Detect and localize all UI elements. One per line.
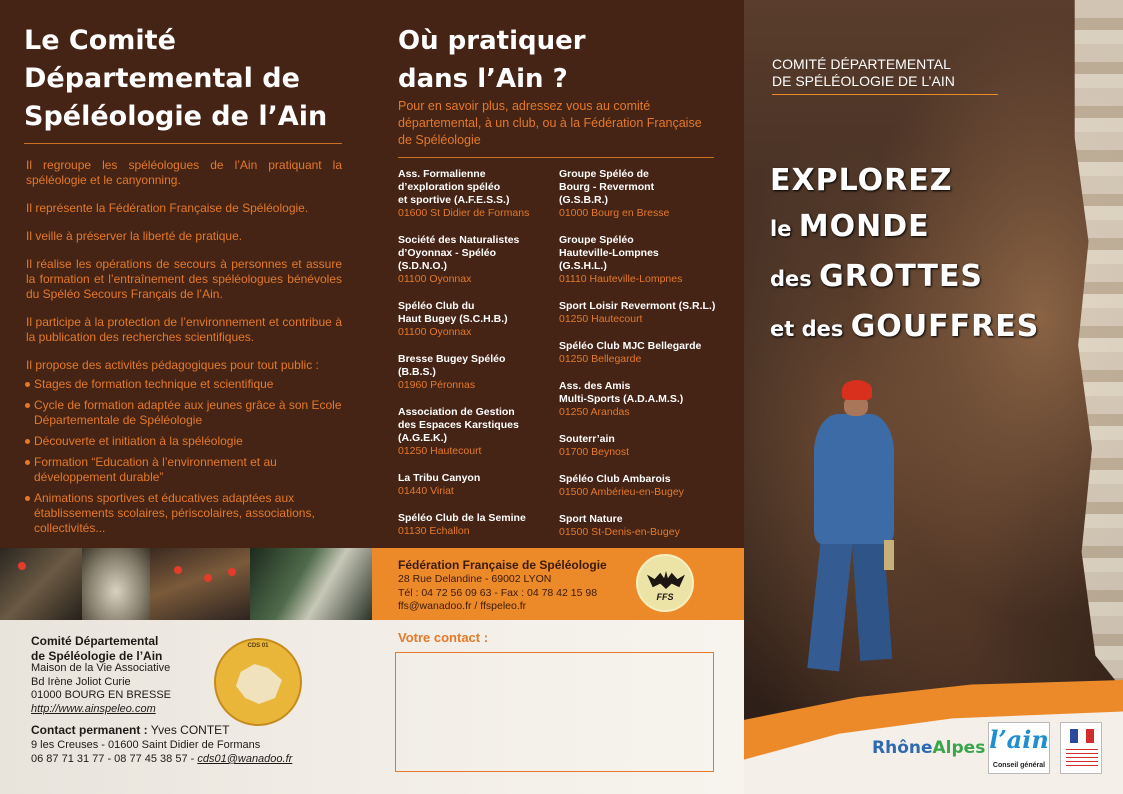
club-city: 01100 Oyonnax — [398, 326, 472, 338]
paragraph: Il participe à la protection de l’environnement et contribue à la publication des recherches scientifiques. — [26, 315, 342, 344]
middle-panel — [372, 0, 744, 548]
address-line: Maison de la Vie Associative — [31, 662, 171, 674]
club-city: 01110 Hauteville-Lompnes — [559, 273, 683, 285]
contact-phones: 06 87 71 31 77 - 08 77 45 38 57 - — [31, 753, 198, 765]
club-city: 01250 Bellegarde — [559, 353, 642, 365]
club-entry — [398, 472, 558, 498]
ain-logo-text: l’ain — [989, 725, 1049, 754]
club-city: 01100 Oyonnax — [398, 273, 472, 285]
middle-title-line2: dans l’Ain ? — [398, 64, 568, 94]
photo-strip — [0, 548, 372, 620]
club-entry — [398, 168, 558, 220]
club-name: Association de Gestion des Espaces Karstiques (A.G.E.K.) — [398, 406, 519, 444]
contact-label: Contact permanent : — [31, 723, 148, 737]
club-city: 01960 Péronnas — [398, 379, 476, 391]
paragraph: Il veille à préserver la liberté de pratique. — [26, 229, 243, 243]
caver-figure — [784, 380, 904, 680]
list-item: Cycle de formation adaptée aux jeunes grâce à son Ecole Départementale de Spéléologie — [26, 398, 342, 428]
club-name: Spéléo Club de la Semine — [398, 512, 526, 524]
cds-website-link[interactable]: http://www.ainspeleo.com — [31, 703, 156, 715]
list-item: Animations sportives et éducatives adaptées aux établissements scolaires, périscolaires, associations, collectivités... — [26, 491, 342, 536]
club-name: Sport Nature — [559, 513, 623, 525]
ffs-logo-text: FFS — [656, 592, 674, 602]
headline-line: et des GOUFFRES — [770, 309, 1040, 344]
club-city: 01250 Hautecourt — [398, 445, 482, 457]
print-note — [728, 180, 736, 540]
conseil-general-text: Conseil général — [992, 762, 1046, 769]
middle-title — [398, 22, 586, 98]
headline-line: le MONDE — [770, 209, 930, 244]
cds-address — [31, 662, 171, 703]
federation-bar — [372, 548, 744, 620]
contact-permanent — [31, 723, 229, 737]
address-line: Bd Irène Joliot Curie — [31, 675, 131, 688]
cave-photo — [82, 548, 150, 620]
list-item: Découverte et initiation à la spéléologie — [26, 434, 342, 449]
club-name: Spéléo Club du Haut Bugey (S.C.H.B.) — [398, 300, 508, 325]
club-entry — [398, 512, 558, 538]
divider — [772, 94, 998, 95]
federation-address: 28 Rue Delandine - 69002 LYON — [398, 573, 552, 585]
ffs-logo — [636, 554, 694, 612]
club-name: La Tribu Canyon — [398, 472, 481, 484]
french-flag-icon — [1070, 729, 1094, 743]
club-entry — [559, 473, 719, 499]
ain-map-icon — [236, 664, 282, 704]
club-entry — [559, 380, 719, 419]
club-name: Spéléo Club MJC Bellegarde — [559, 340, 702, 352]
club-city: 01440 Viriat — [398, 485, 454, 497]
club-entry — [559, 340, 719, 366]
club-entry — [398, 406, 558, 458]
contact-address: 9 les Creuses - 01600 Saint Didier de Formans — [31, 739, 261, 751]
canyon-photo — [250, 548, 372, 620]
cover-headline — [770, 158, 1039, 354]
stalactite-formation — [1054, 0, 1123, 690]
club-city: 01130 Echallon — [398, 525, 470, 537]
prefecture-logo — [1060, 722, 1102, 774]
headline-line: des GROTTES — [770, 259, 984, 294]
federation-details — [398, 573, 597, 614]
club-city: 01500 St-Denis-en-Bugey — [559, 526, 680, 538]
bat-icon — [647, 571, 685, 589]
contact-email-link[interactable]: cds01@wanadoo.fr — [197, 753, 293, 765]
caver-helmet — [204, 574, 212, 582]
paragraph: Il propose des activités pédagogiques pour tout public : — [26, 358, 319, 372]
club-city: 01000 Bourg en Bresse — [559, 207, 670, 219]
cover-panel — [744, 0, 1123, 794]
club-name: Groupe Spéléo Hauteville-Lompnes (G.S.H.L.) — [559, 234, 659, 272]
cds-name: Comité Départemental de Spéléologie de l’Ain — [31, 634, 163, 663]
club-entry — [398, 300, 558, 339]
club-city: 01250 Arandas — [559, 406, 630, 418]
cds01-logo — [214, 638, 302, 726]
club-city: 01250 Hautecourt — [559, 313, 643, 325]
contact-box — [395, 652, 714, 772]
divider — [24, 143, 342, 144]
club-name: Spéléo Club Ambarois — [559, 473, 671, 485]
cds01-logo-text: CDS 01 — [247, 643, 269, 649]
caver-helmet — [174, 566, 182, 574]
ain-conseil-general-logo — [988, 722, 1050, 774]
caver-helmet — [18, 562, 26, 570]
middle-intro: Pour en savoir plus, adressez vous au comité départemental, à un club, ou à la Fédération Française de Spéléologie — [398, 99, 702, 147]
paragraph: Il représente la Fédération Française de Spéléologie. — [26, 201, 309, 215]
cover-org-line: COMITÉ DÉPARTEMENTAL — [772, 56, 951, 72]
left-title: Le Comité Départemental de Spéléologie de l’Ain — [24, 25, 328, 132]
divider — [398, 157, 714, 158]
club-entry — [559, 234, 719, 286]
contact-name: Yves CONTET — [147, 723, 230, 737]
headline-line: EXPLOREZ — [770, 163, 953, 198]
club-name: Sport Loisir Revermont (S.R.L.) — [559, 300, 716, 312]
activities-list — [26, 377, 342, 536]
club-entry — [559, 513, 719, 539]
paragraph: Il regroupe les spéléologues de l’Ain pratiquant la spéléologie et le canyonning. — [26, 158, 342, 187]
club-entry — [559, 168, 719, 220]
left-body — [26, 158, 342, 542]
cave-photo — [150, 548, 250, 620]
helmet-icon — [842, 380, 872, 400]
clubs-column-right — [559, 168, 719, 553]
cave-photo — [0, 548, 82, 620]
cover-organisation — [772, 56, 1002, 90]
club-name: Ass. Formalienne d’exploration spéléo et sportive (A.F.E.S.S.) — [398, 168, 510, 206]
rhonealpes-logo: RhôneAlpes — [872, 738, 986, 758]
your-contact-label: Votre contact : — [398, 630, 489, 645]
contact-details — [31, 738, 292, 766]
clubs-column-left — [398, 168, 558, 552]
left-panel — [0, 0, 372, 548]
cover-org-line: DE SPÉLÉOLOGIE DE L’AIN — [772, 73, 955, 89]
federation-name: Fédération Française de Spéléologie — [398, 558, 607, 572]
federation-phone: Tél : 04 72 56 09 63 - Fax : 04 78 42 15 98 — [398, 586, 598, 599]
club-city: 01600 St Didier de Formans — [398, 207, 530, 219]
middle-title-line1: Où pratiquer — [398, 26, 586, 56]
caver-helmet — [228, 568, 236, 576]
club-city: 01700 Beynost — [559, 446, 630, 458]
club-name: Société des Naturalistes d’Oyonnax - Spéléo (S.D.N.O.) — [398, 234, 520, 272]
club-entry — [398, 353, 558, 392]
list-item: Stages de formation technique et scientifique — [26, 377, 342, 392]
address-line: 01000 BOURG EN BRESSE — [31, 689, 172, 701]
list-item: Formation “Education à l’environnement et au développement durable” — [26, 455, 342, 485]
club-entry — [559, 300, 719, 326]
club-city: 01500 Ambérieu-en-Bugey — [559, 486, 684, 498]
club-name: Souterr’ain — [559, 433, 615, 445]
club-entry — [559, 433, 719, 459]
contact-phones-row — [31, 752, 292, 766]
club-name: Ass. des Amis Multi-Sports (A.D.A.M.S.) — [559, 380, 684, 405]
bottom-panel — [0, 620, 744, 794]
federation-web[interactable]: ffs@wanadoo.fr / ffspeleo.fr — [398, 600, 527, 612]
club-name: Groupe Spéléo de Bourg - Revermont (G.S.B.R.) — [559, 168, 655, 206]
club-entry — [398, 234, 558, 286]
paragraph: Il réalise les opérations de secours à personnes et assure la formation et l’entraînement des spéléologues bénévoles du Spéléo Secours Français de l’Ain. — [26, 257, 342, 301]
club-name: Bresse Bugey Spéléo (B.B.S.) — [398, 353, 506, 378]
